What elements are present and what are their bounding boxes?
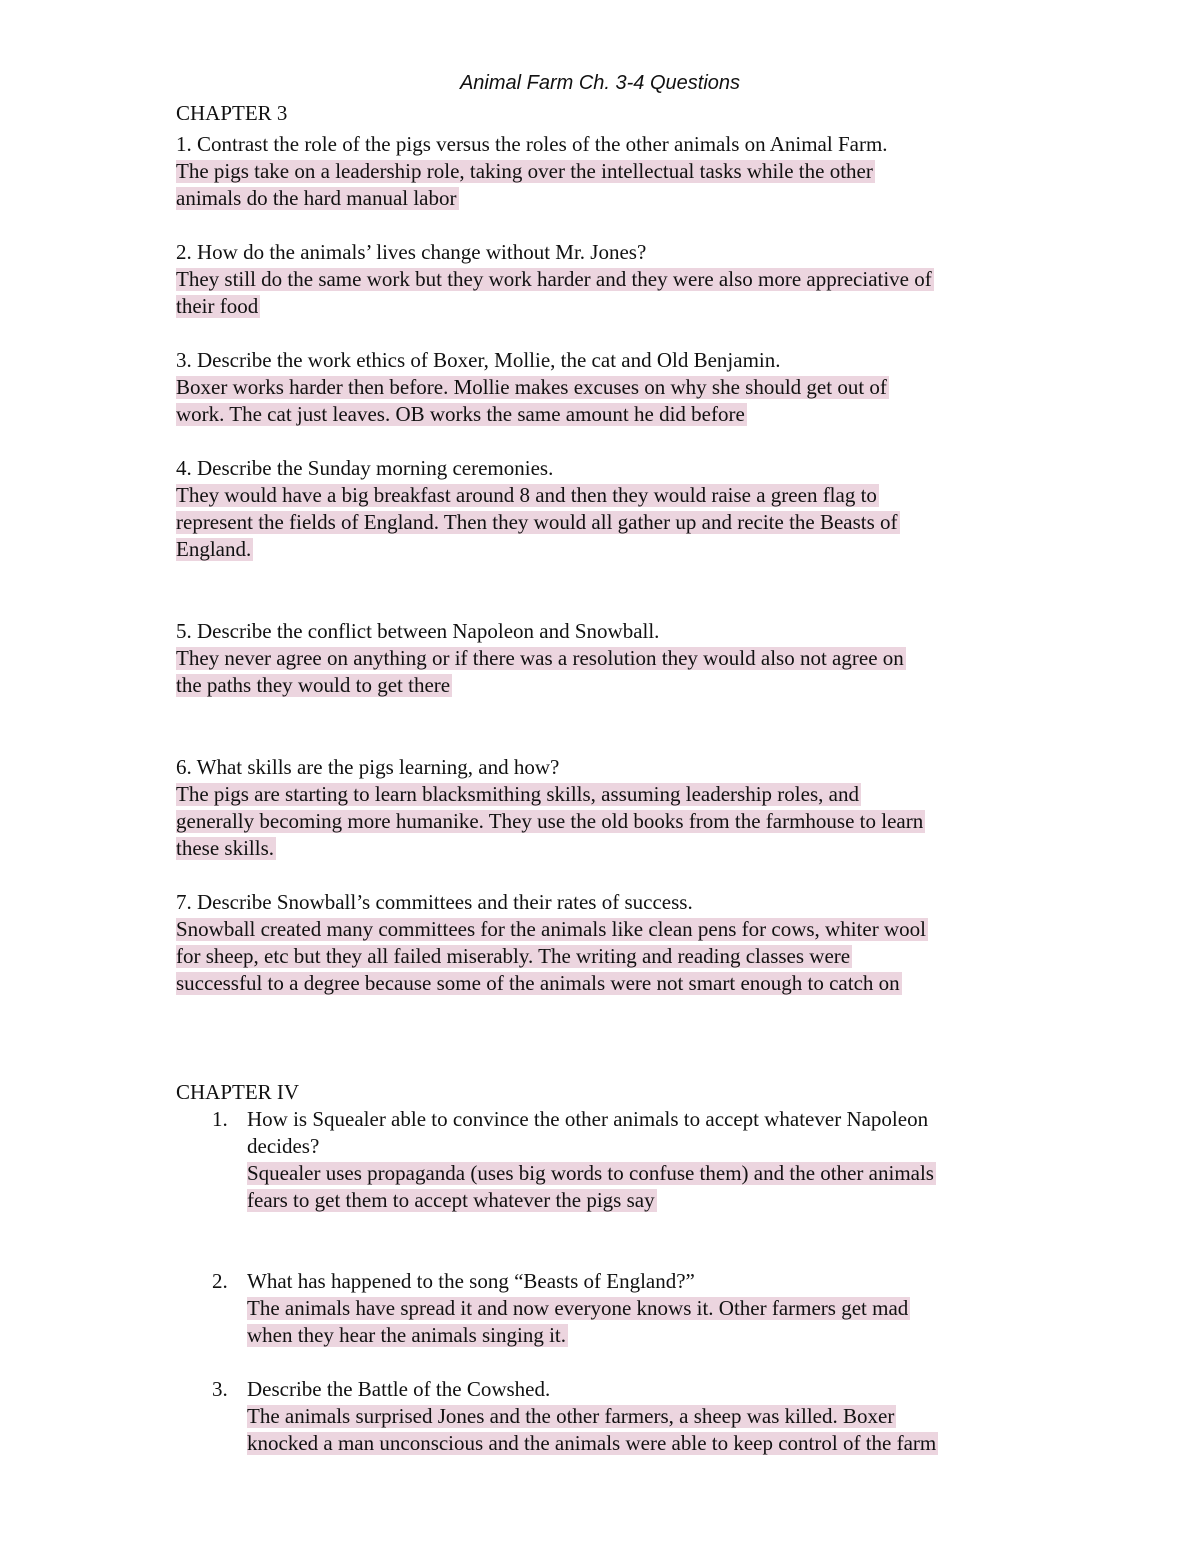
question-4 [176, 455, 900, 563]
answer-line: knocked a man unconscious and the animals were able to keep control of the farm [247, 1431, 937, 1455]
answer-line: these skills. [176, 836, 274, 860]
answer-line: The pigs take on a leadership role, taking over the intellectual tasks while the other [176, 159, 873, 183]
answer-line: successful to a degree because some of the animals were not smart enough to catch on [176, 971, 900, 995]
question-7 [176, 889, 928, 997]
answer-line: They would have a big breakfast around 8 and then they would raise a green flag to [176, 483, 877, 507]
question-text: 5. Describe the conflict between Napoleon and Snowball. [176, 619, 660, 643]
question-text: 3. Describe the work ethics of Boxer, Mollie, the cat and Old Benjamin. [176, 348, 781, 372]
question-text: decides? [247, 1134, 320, 1158]
question-text: What has happened to the song “Beasts of England?” [247, 1269, 695, 1293]
answer-line: animals do the hard manual labor [176, 186, 457, 210]
question-2 [176, 239, 934, 320]
question-text: Describe the Battle of the Cowshed. [247, 1377, 551, 1401]
chapter-4-question-1 [247, 1106, 936, 1214]
list-number: 1. [212, 1107, 228, 1131]
list-number: 3. [212, 1377, 228, 1401]
question-text: 4. Describe the Sunday morning ceremonies. [176, 456, 554, 480]
question-6 [176, 754, 925, 862]
answer-line: Squealer uses propaganda (uses big words to confuse them) and the other animals [247, 1161, 934, 1185]
chapter-4-question-2 [247, 1268, 910, 1349]
question-text: 1. Contrast the role of the pigs versus the roles of the other animals on Animal Farm. [176, 132, 888, 156]
answer-line: their food [176, 294, 259, 318]
question-3 [176, 347, 889, 428]
chapter-4-question-3 [247, 1376, 938, 1457]
document-title: Animal Farm Ch. 3-4 Questions [459, 72, 741, 94]
answer-line: the paths they would to get there [176, 673, 451, 697]
answer-line: generally becoming more humanike. They use the old books from the farmhouse to learn [176, 809, 924, 833]
answer-line: work. The cat just leaves. OB works the same amount he did before [176, 402, 745, 426]
answer-line: The animals surprised Jones and the other farmers, a sheep was killed. Boxer [247, 1404, 895, 1428]
question-text: 7. Describe Snowball’s committees and their rates of success. [176, 890, 693, 914]
answer-line: when they hear the animals singing it. [247, 1323, 567, 1347]
answer-line: They never agree on anything or if there was a resolution they would also not agree on [176, 646, 904, 670]
answer-line: The pigs are starting to learn blacksmithing skills, assuming leadership roles, and [176, 782, 859, 806]
question-text: How is Squealer able to convince the other animals to accept whatever Napoleon [247, 1107, 929, 1131]
chapter-3-heading: CHAPTER 3 [176, 101, 288, 125]
answer-line: represent the fields of England. Then they would all gather up and recite the Beasts of [176, 510, 898, 534]
answer-line: Snowball created many committees for the animals like clean pens for cows, whiter wool [176, 917, 926, 941]
question-5 [176, 618, 906, 699]
answer-line: for sheep, etc but they all failed miserably. The writing and reading classes were [176, 944, 851, 968]
question-1 [176, 131, 888, 212]
question-text: 2. How do the animals’ lives change without Mr. Jones? [176, 240, 647, 264]
answer-line: Boxer works harder then before. Mollie makes excuses on why she should get out of [176, 375, 887, 399]
question-text: 6. What skills are the pigs learning, and how? [176, 755, 560, 779]
list-number: 2. [212, 1269, 228, 1293]
answer-line: They still do the same work but they work harder and they were also more appreciative of [176, 267, 932, 291]
chapter-4-heading: CHAPTER IV [176, 1080, 300, 1104]
answer-line: England. [176, 537, 252, 561]
answer-line: The animals have spread it and now everyone knows it. Other farmers get mad [247, 1296, 909, 1320]
answer-line: fears to get them to accept whatever the pigs say [247, 1188, 655, 1212]
